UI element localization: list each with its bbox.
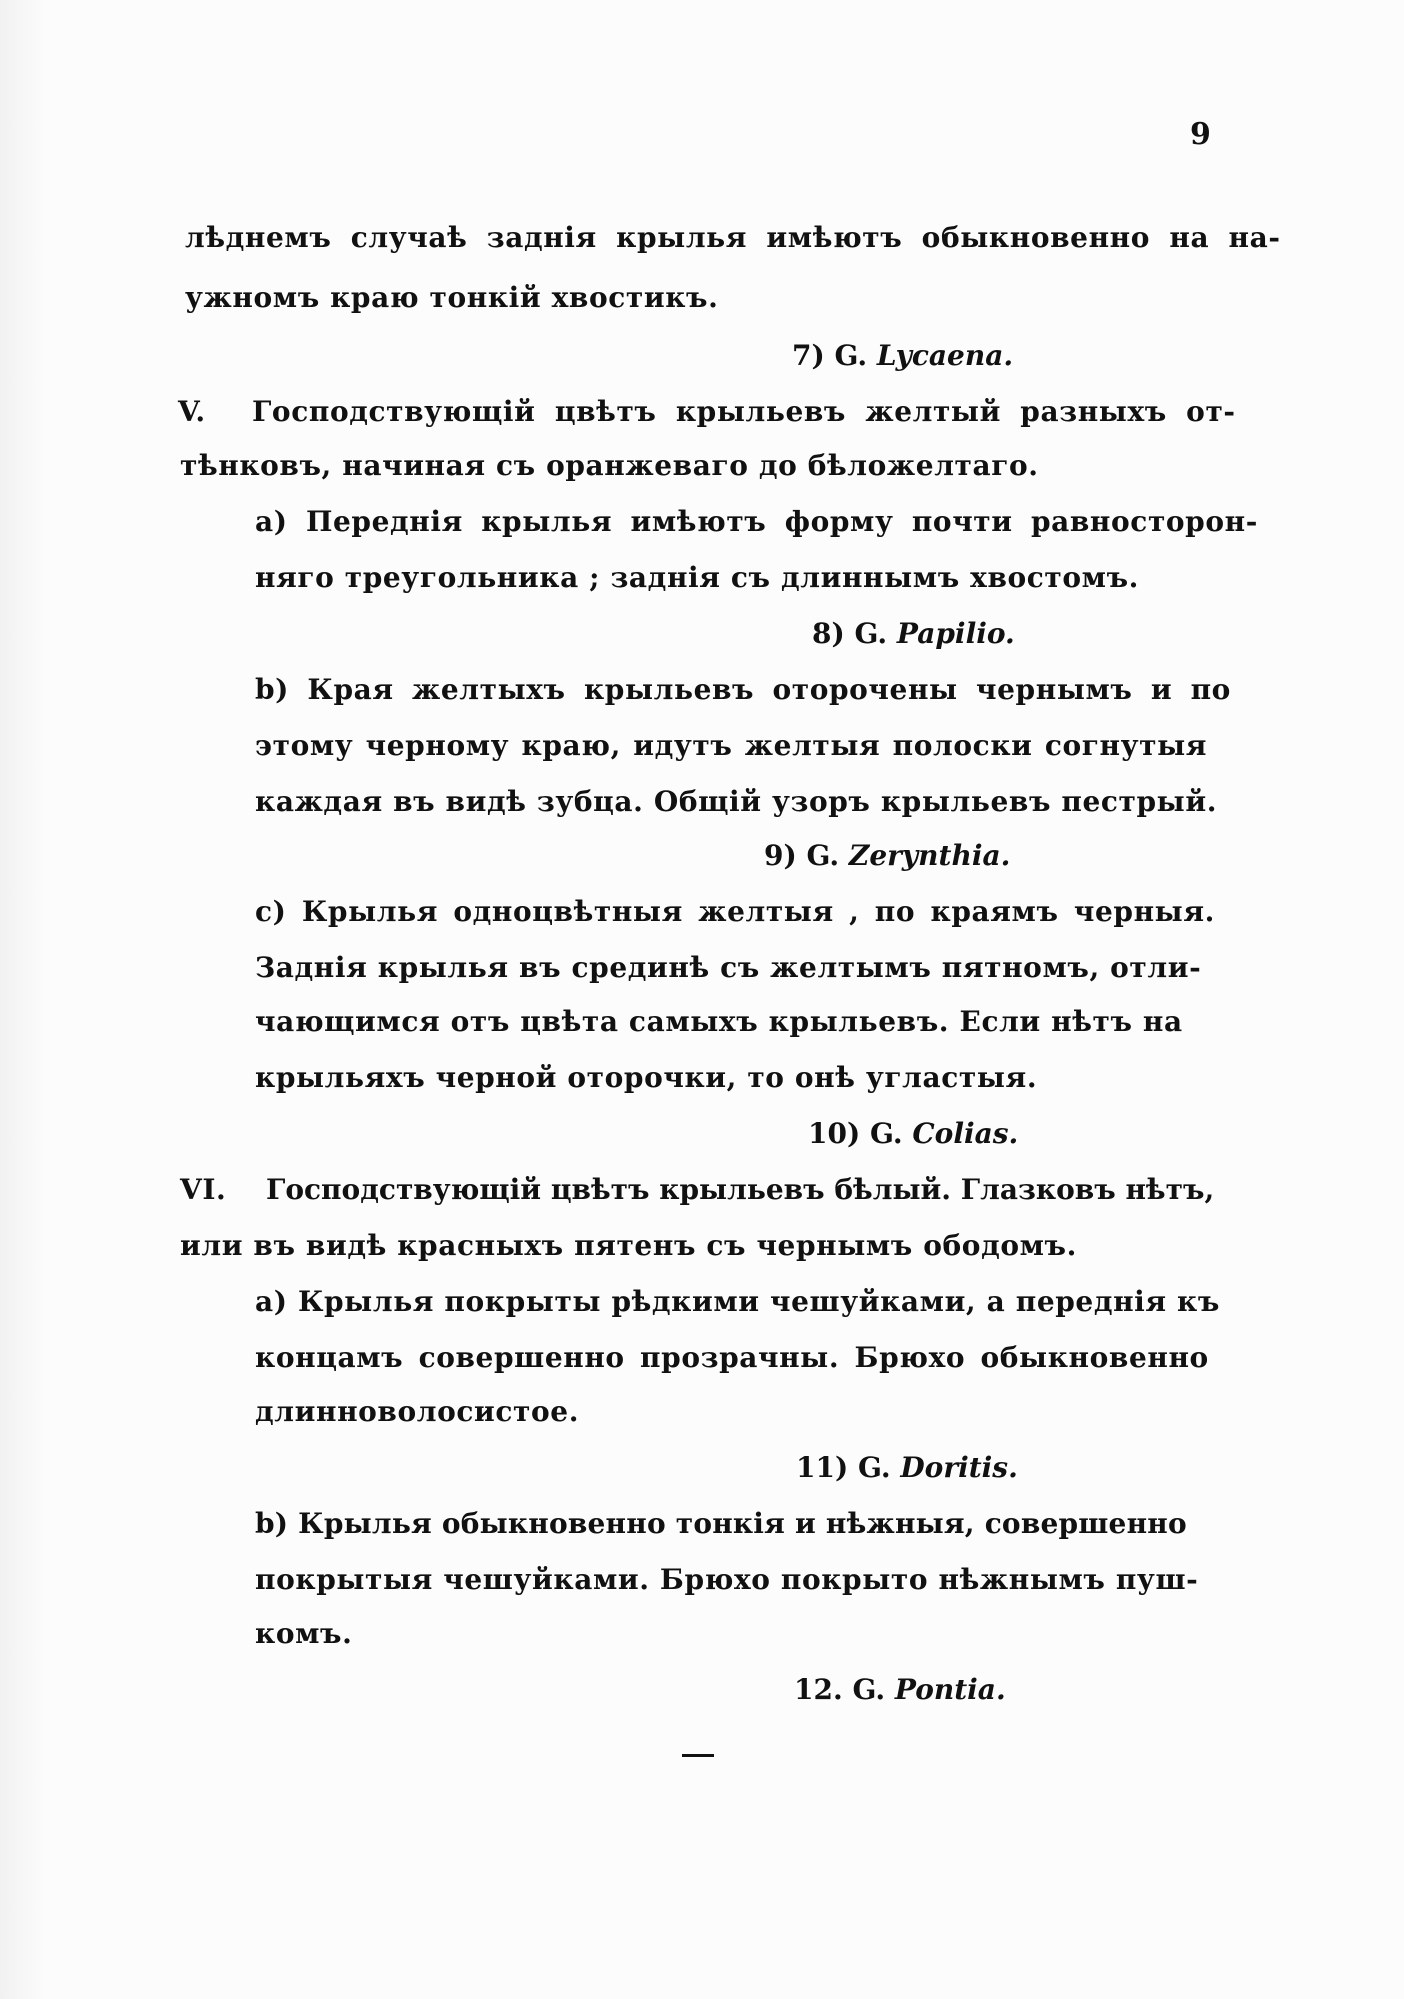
genus-heading — [764, 838, 1010, 874]
text-line: Господствующій цвѣтъ крыльевъ бѣлый. Глазковъ нѣтъ, — [266, 1173, 1215, 1206]
text-line: b) Края желтыхъ крыльевъ оторочены чернымъ и по — [255, 673, 1231, 706]
text-line: с) Крылья одноцвѣтныя желтыя , по краямъ черныя. — [255, 895, 1215, 928]
scan-edge-shadow — [0, 0, 42, 1999]
genus-prefix: G. — [854, 617, 888, 650]
text-line: Господствующій цвѣтъ крыльевъ желтый разныхъ от- — [252, 395, 1236, 428]
text-line: покрытыя чешуйками. Брюхо покрыто нѣжнымъ пуш- — [255, 1563, 1199, 1596]
text-line: длинноволосистое. — [255, 1395, 580, 1428]
genus-number: 12. — [794, 1673, 843, 1706]
genus-name: Doritis. — [900, 1451, 1018, 1484]
genus-prefix: G. — [852, 1673, 886, 1706]
genus-heading — [808, 1116, 1018, 1152]
genus-prefix: G. — [857, 1451, 891, 1484]
genus-number: 8) — [812, 617, 845, 650]
text-line: комъ. — [255, 1617, 353, 1650]
text-line: крыльяхъ черной оторочки, то онѣ угластыя. — [255, 1061, 1038, 1094]
text-line: каждая въ видѣ зубца. Общій узоръ крыльевъ пестрый. — [255, 785, 1218, 818]
text-line: или въ видѣ красныхъ пятенъ съ чернымъ ободомъ. — [180, 1229, 1077, 1262]
page-number: 9 — [1190, 117, 1211, 152]
text-line: тѣнковъ, начиная съ оранжеваго до бѣложелтаго. — [180, 449, 1039, 482]
genus-number: 7) — [792, 339, 825, 372]
genus-name: Colias. — [912, 1117, 1019, 1150]
text-line: Заднія крылья въ срединѣ съ желтымъ пятномъ, отли- — [255, 951, 1202, 984]
genus-name: Pontia. — [894, 1673, 1006, 1706]
section-marker-vi: VI. — [180, 1173, 227, 1206]
genus-prefix: G. — [806, 839, 840, 872]
genus-heading — [796, 1450, 1018, 1486]
closing-dash — [682, 1754, 714, 1757]
genus-prefix: G. — [834, 339, 868, 372]
genus-name: Lycaena. — [876, 339, 1014, 372]
genus-number: 11) — [796, 1451, 849, 1484]
genus-prefix: G. — [869, 1117, 903, 1150]
genus-heading — [794, 1672, 1006, 1708]
text-line: а) Крылья покрыты рѣдкими чешуйками, а переднія къ — [255, 1285, 1220, 1318]
genus-heading — [792, 338, 1013, 374]
genus-heading — [812, 616, 1015, 652]
section-marker-v: V. — [178, 395, 206, 428]
text-line: b) Крылья обыкновенно тонкія и нѣжныя, совершенно — [255, 1507, 1187, 1540]
text-line: концамъ совершенно прозрачны. Брюхо обыкновенно — [255, 1341, 1209, 1374]
text-line: лѣднемъ случаѣ заднія крылья имѣютъ обыкновенно на на- — [185, 221, 1281, 254]
genus-number: 10) — [808, 1117, 861, 1150]
text-line: ужномъ краю тонкій хвостикъ. — [185, 281, 719, 314]
genus-number: 9) — [764, 839, 797, 872]
genus-name: Zerynthia. — [848, 839, 1011, 872]
text-line: чающимся отъ цвѣта самыхъ крыльевъ. Если нѣтъ на — [255, 1005, 1183, 1038]
text-line: а) Переднія крылья имѣютъ форму почти равносторон- — [255, 505, 1258, 538]
genus-name: Papilio. — [896, 617, 1015, 650]
text-line: этому черному краю, идутъ желтыя полоски согнутыя — [255, 729, 1208, 762]
text-line: няго треугольника ; заднія съ длиннымъ хвостомъ. — [255, 561, 1140, 594]
